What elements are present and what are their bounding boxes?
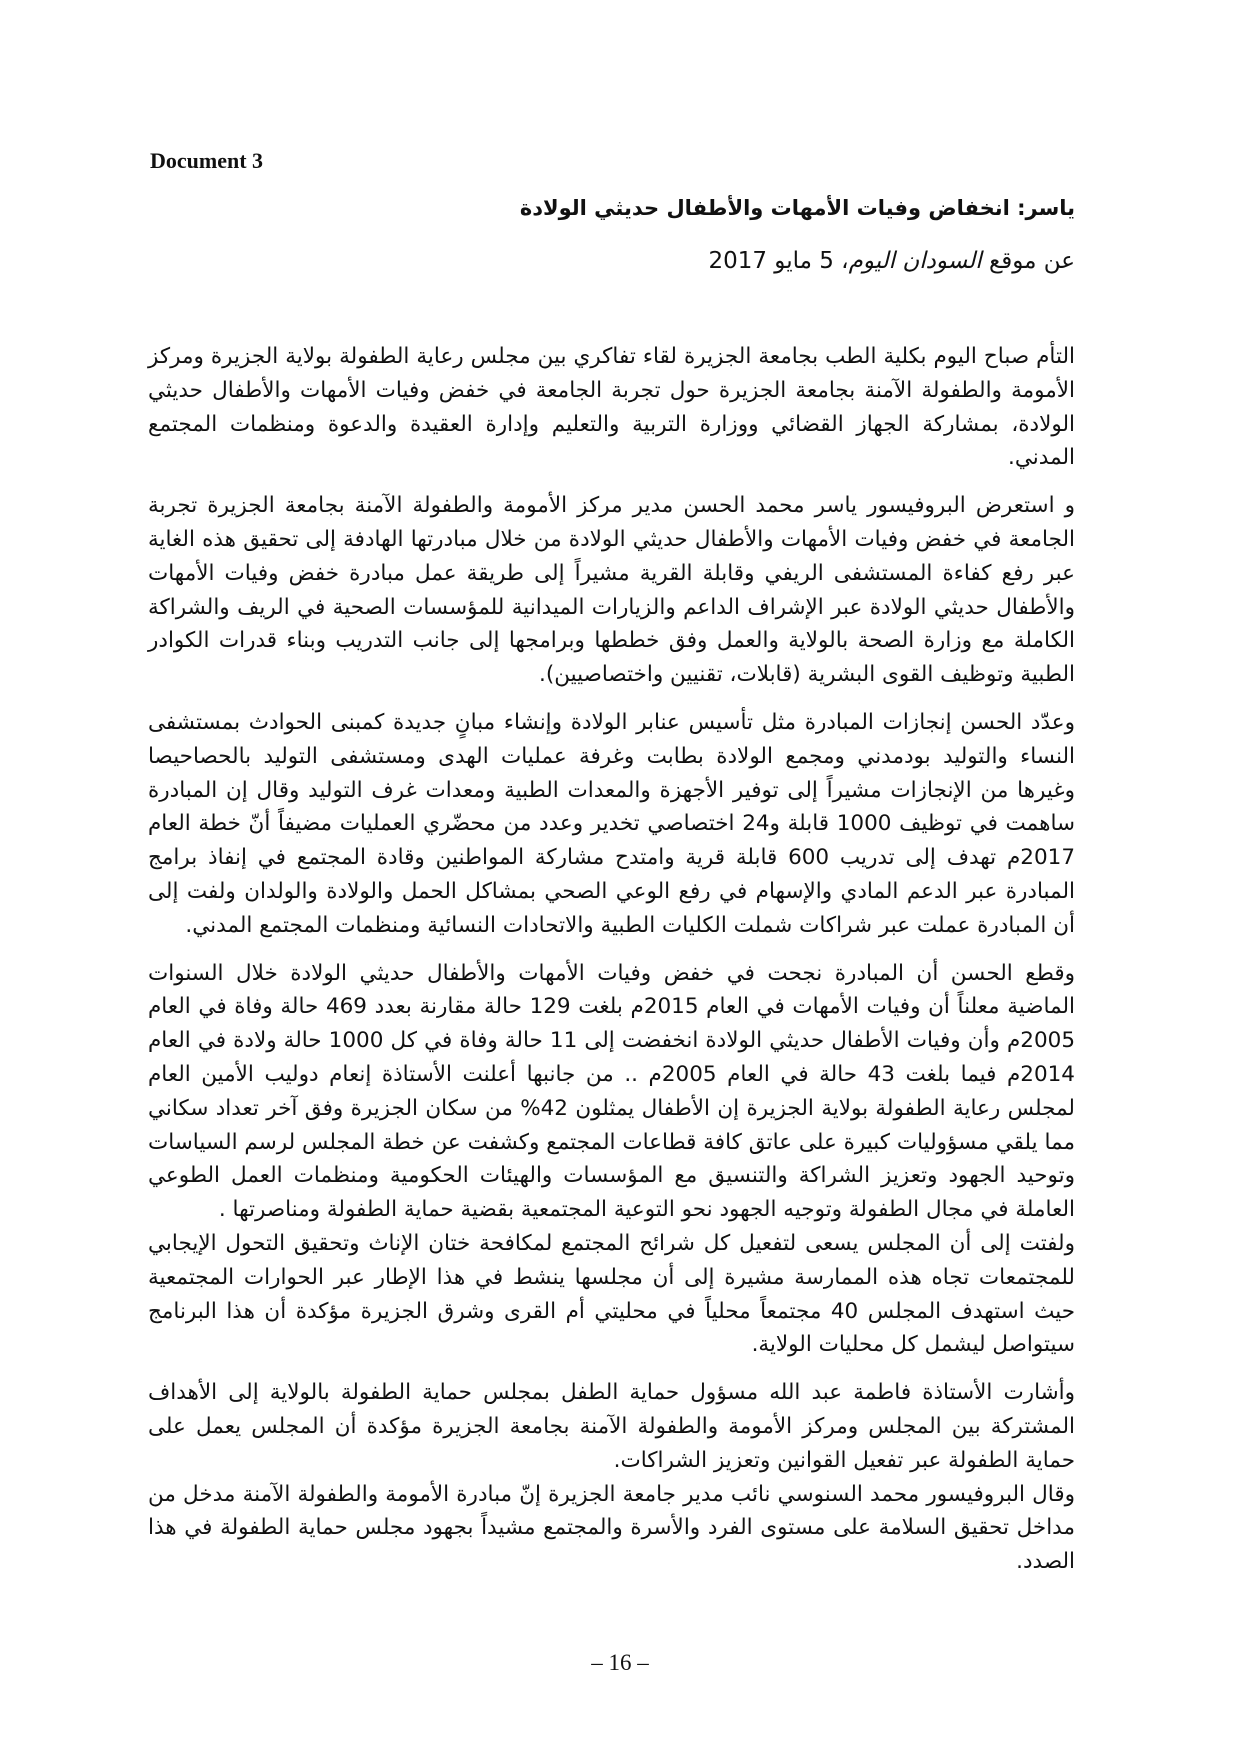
paragraph: ولفتت إلى أن المجلس يسعى لتفعيل كل شرائح المجتمع لمكافحة ختان الإناث وتحقيق التحول الإيجابي للمجتمعات تجاه هذه الممارسة مشيرة إلى أن مجلسها ينشط في هذا الإطار عبر الحوارات المجتمعية حيث استهدف المجلس 40 مجتمعاً محلياً في محليتي أم القرى وشرق الجزيرة مؤكدة أن هذا البرنامج سيتواصل ليشمل كل محليات الولاية.	[148, 1230, 1075, 1358]
article-source	[708, 248, 1075, 274]
page-number: – 16 –	[591, 1650, 649, 1675]
document-label: Document 3	[150, 148, 264, 173]
paragraph: التأم صباح اليوم بكلية الطب بجامعة الجزيرة لقاء تفاكري بين مجلس رعاية الطفولة بولاية الجزيرة ومركز الأمومة والطفولة الآمنة بجامعة الجزيرة حول تجربة الجامعة في خفض وفيات الأمهات والأطفال حديثي الولادة، بمشاركة الجهاز القضائي ووزارة التربية والتعليم وإدارة العقيدة والدعوة ومنظمات المجتمع المدني.	[148, 344, 1075, 471]
article-title: ياسر: انخفاض وفيات الأمهات والأطفال حديثي الولادة	[519, 196, 1075, 220]
paragraph: وقال البروفيسور محمد السنوسي نائب مدير جامعة الجزيرة إنّ مبادرة الأمومة والطفولة الآمنة مدخل من مداخل تحقيق السلامة على مستوى الفرد والأسرة والمجتمع مشيداً بجهود مجلس حماية الطفولة في هذا الصدد.	[148, 1481, 1075, 1575]
paragraph: وأشارت الأستاذة فاطمة عبد الله مسؤول حماية الطفل بمجلس حماية الطفولة بالولاية إلى الأهداف المشتركة بين المجلس ومركز الأمومة والطفولة الآمنة بجامعة الجزيرة مؤكدة أن المجلس يعمل على حماية الطفولة عبر تفعيل القوانين وتعزيز الشراكات.	[148, 1380, 1075, 1473]
article-body	[148, 340, 1075, 1593]
source-prefix: عن موقع	[981, 248, 1075, 274]
paragraph: وقطع الحسن أن المبادرة نجحت في خفض وفيات الأمهات والأطفال حديثي الولادة خلال السنوات الماضية معلناً أن وفيات الأمهات في العام 2015م بلغت 129 حالة مقارنة بعدد 469 حالة وفاة في العام 2005م وأن وفيات الأطفال حديثي الولادة انخفضت إلى 11 حالة وفاة في كل 1000 حالة ولادة في العام 2014م فيما بلغت 43 حالة في العام 2005م .. من جانبها أعلنت الأستاذة إنعام دوليب الأمين العام لمجلس رعاية الطفولة بولاية الجزيرة إن الأطفال يمثلون 42% من سكان الجزيرة وفق آخر تعداد سكاني مما يلقي مسؤوليات كبيرة على عاتق كافة قطاعات المجتمع وكشفت عن خطة المجلس لرسم السياسات وتوحيد الجهود وتعزيز الشراكة والتنسيق مع المؤسسات والهيئات الحكومية ومنظمات العمل الطوعي العاملة في مجال الطفولة وتوجيه الجهود نحو التوعية المجتمعية بقضية حماية الطفولة ومناصرتها .	[148, 960, 1075, 1223]
paragraph: و استعرض البروفيسور ياسر محمد الحسن مدير مركز الأمومة والطفولة الآمنة بجامعة الجزيرة تجربة الجامعة في خفض وفيات الأمهات والأطفال حديثي الولادة من خلال مبادرتها الهادفة إلى تحقيق هذه الغاية عبر رفع كفاءة المستشفى الريفي وقابلة القرية مشيراً إلى طريقة عمل مبادرة خفض وفيات الأمهات والأطفال حديثي الولادة عبر الإشراف الداعم والزيارات الميدانية للمؤسسات الصحية في الريف والشراكة الكاملة مع وزارة الصحة بالولاية والعمل وفق خططها وبرامجها إلى جانب التدريب وبناء قدرات الكوادر الطبية وتوظيف القوى البشرية (قابلات، تقنيين واختصاصيين).	[148, 493, 1075, 688]
source-site: السودان اليوم	[848, 248, 982, 274]
paragraph: وعدّد الحسن إنجازات المبادرة مثل تأسيس عنابر الولادة وإنشاء مبانٍ جديدة كمبنى الحوادث بمستشفى النساء والتوليد بودمدني ومجمع الولادة بطابت وغرفة عمليات الهدى ومستشفى التوليد بالحصاحيصا وغيرها من الإنجازات مشيراً إلى توفير الأجهزة والمعدات الطبية ومعدات غرف التوليد وقال إن المبادرة ساهمت في توظيف 1000 قابلة و24 اختصاصي تخدير وعدد من محضّري العمليات مضيفاً أنّ خطة العام 2017م تهدف إلى تدريب 600 قابلة قرية وامتدح مشاركة المواطنين وقادة المجتمع في إنفاذ برامج المبادرة عبر الدعم المادي والإسهام في رفع الوعي الصحي بمشاكل الحمل والولادة والولدان ولفت إلى أن المبادرة عملت عبر شراكات شملت الكليات الطبية والاتحادات النسائية ومنظمات المجتمع المدني.	[148, 709, 1076, 938]
source-date: ، 5 مايو 2017	[708, 248, 849, 274]
